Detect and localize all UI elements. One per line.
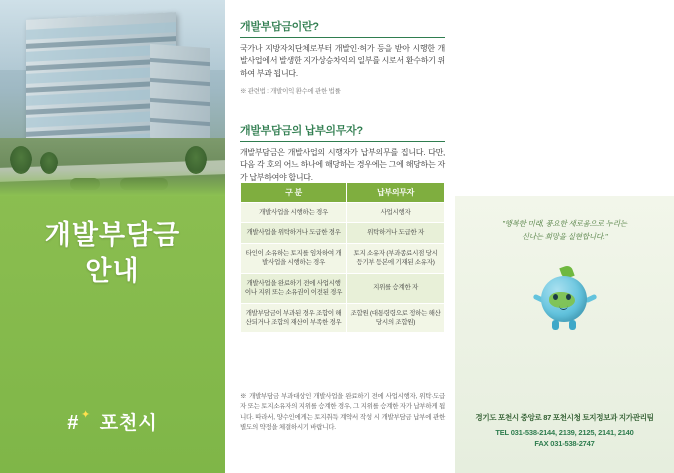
- slogan-line1: "행복한 미래, 풍요한 새로움으로 누리는: [502, 219, 627, 228]
- city-logo-label: 포천시: [99, 413, 158, 434]
- table-cell-payer: 지위를 승계한 자: [347, 273, 445, 303]
- table-header-payer: 납부의무자: [347, 183, 445, 203]
- contact-tel: TEL 031-538-2144, 2139, 2125, 2141, 2140: [495, 427, 634, 437]
- annex-building: [150, 44, 210, 153]
- table-footnote: ※ 개발부담금 부과대상인 개발사업을 완료하기 전에 사업시행자, 위탁·도급자 또는 토지소유자의 지위를 승계한 경우, 그 지위를 승계한 자가 납부하게 됩니다. 따라서, 양수인에게는 토지취득 계약서 작성 시 개발부담금 납부에 관한 별도의 약정을 체결하시기 바랍니다.: [240, 393, 445, 432]
- table-header-row: [241, 183, 445, 203]
- table-row: [241, 303, 445, 333]
- city-slogan: [469, 218, 660, 244]
- section-payer-heading: 개발부담금의 납부의무자?: [240, 122, 445, 142]
- table-cell-payer: 토지 소유자 (부과종료시점 당시 등기부 등본에 기재된 소유자): [347, 243, 445, 273]
- section-payer-body: 개발부담금은 개발사업의 시행자가 납부의무를 집니다. 다만, 다음 각 호의 어느 하나에 해당하는 경우에는 그에 해당하는 자가 납부하여야 합니다.: [240, 148, 445, 182]
- section-definition-body: 국가나 지방자치단체로부터 개발인·허가 등을 받아 시행한 개발사업에서 발생한 지가상승차익의 일부를 시로서 환수하기 위하여 부과 됩니다.: [240, 44, 445, 78]
- table-cell-category: 개발사업을 위탁하거나 도급한 경우: [241, 223, 347, 243]
- payer-table: [240, 182, 445, 333]
- cover-title: [0, 218, 225, 289]
- table-cell-category: 개발부담금이 부과된 경우 조합이 해산되거나 조합의 재산이 부족한 경우: [241, 303, 347, 333]
- section-payer: [240, 122, 445, 184]
- table-header-category: 구 분: [241, 183, 347, 203]
- contact-block: [455, 412, 674, 450]
- cover-title-line1: 개발부담금: [44, 220, 181, 250]
- table-row: [241, 203, 445, 223]
- cover-panel: [0, 0, 225, 473]
- contact-fax: FAX 031-538-2747: [534, 438, 595, 448]
- table-cell-category: 개발사업을 시행하는 경우: [241, 203, 347, 223]
- earth-mascot-icon: [533, 262, 597, 334]
- cover-title-line2: 안내: [85, 255, 140, 286]
- table-cell-payer: 위탁하거나 도급한 자: [347, 223, 445, 243]
- section-definition: [240, 18, 445, 96]
- section-definition-heading: 개발부담금이란?: [240, 18, 445, 38]
- table-cell-category: 타인이 소유하는 토지를 임차하여 개발사업을 시행하는 경우: [241, 243, 347, 273]
- back-cover-panel: [455, 196, 674, 473]
- content-panel: [240, 0, 445, 473]
- slogan-line2: 신나는 희망을 실현합니다.": [521, 231, 608, 241]
- table-cell-category: 개발사업을 완료하기 전에 사업시행이나 지위 또는 소유권이 이전된 경우: [241, 273, 347, 303]
- table-cell-payer: 사업시행자: [347, 203, 445, 223]
- table-row: [241, 243, 445, 273]
- building-photo: [0, 0, 225, 196]
- contact-address: 경기도 포천시 중앙로 87 포천시청 토지정보과 지가관리팀: [475, 412, 654, 422]
- table-row: [241, 223, 445, 243]
- photo-fade-overlay: [0, 170, 225, 196]
- hash-star-icon: # ✦: [67, 408, 91, 434]
- city-logo: [0, 408, 225, 435]
- table-cell-payer: 조합원 (대통령령으로 정하는 해산 당시의 조합원): [347, 303, 445, 333]
- table-row: [241, 273, 445, 303]
- section-definition-note: ※ 관련법 : 개발이익 환수에 관한 법률: [240, 88, 341, 96]
